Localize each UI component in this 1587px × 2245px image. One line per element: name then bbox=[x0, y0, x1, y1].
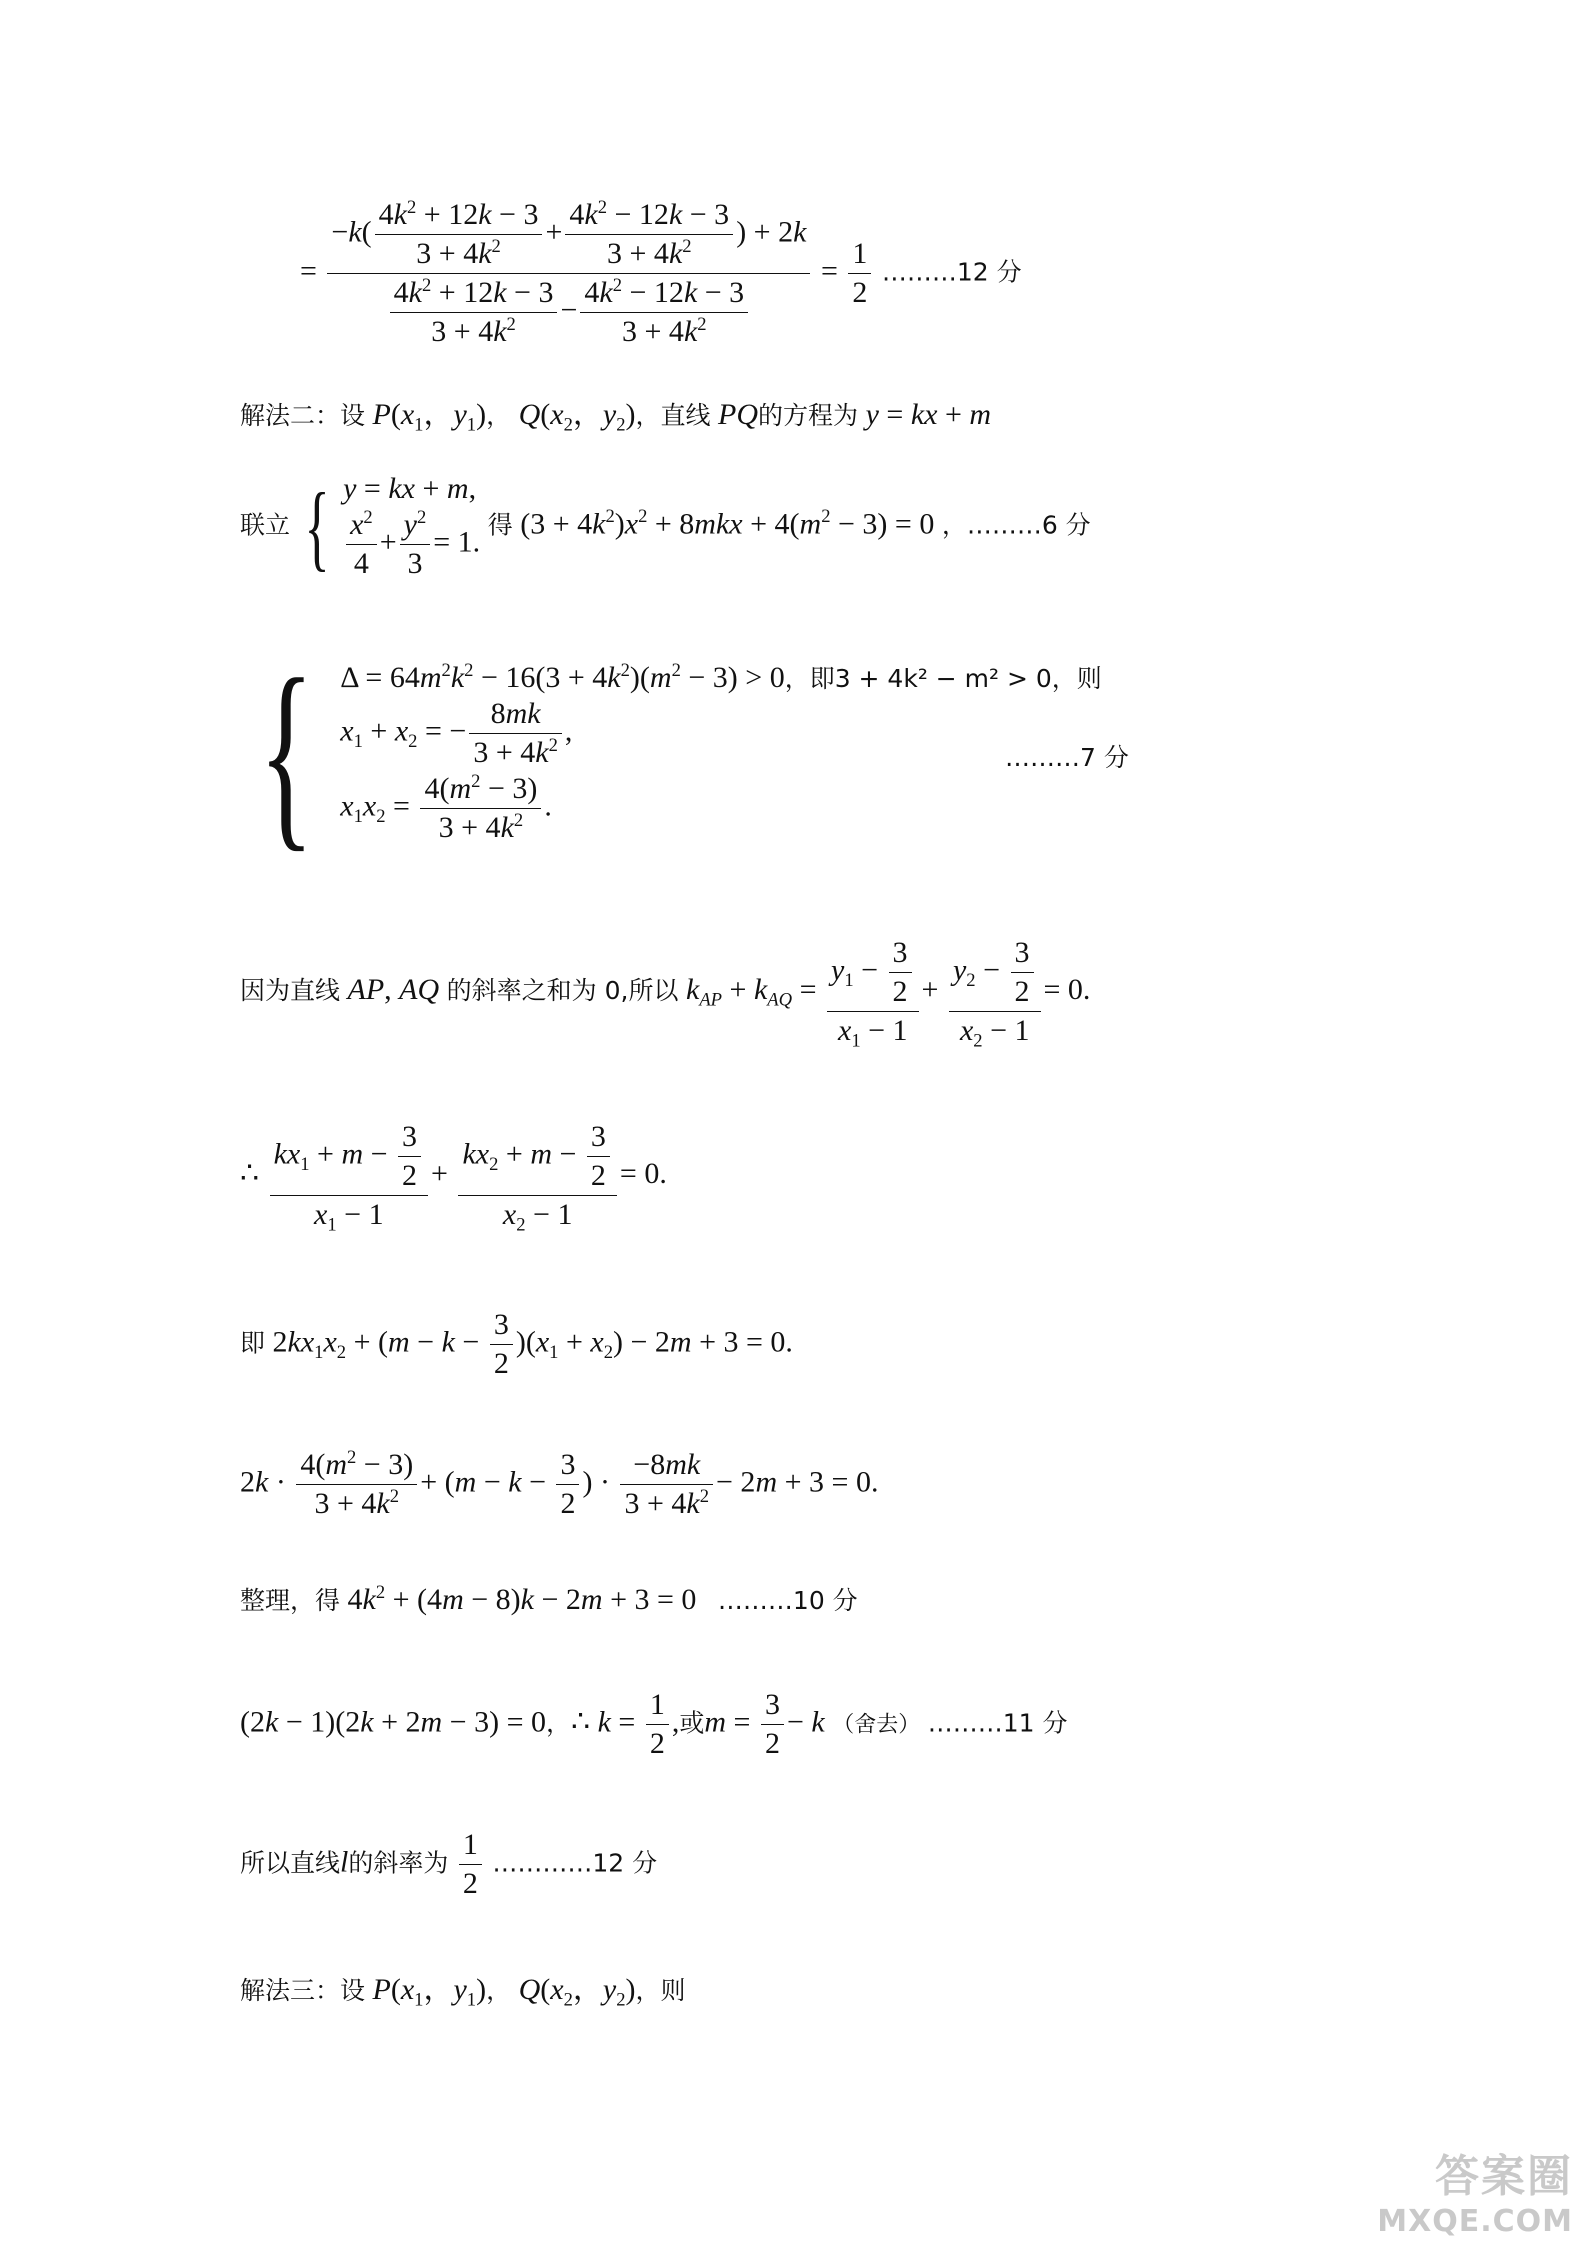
method3-setup: 解法三：设 $P(x_1$，$y_1$)， $Q(x_2$，$y_2$)，则 bbox=[240, 1973, 686, 2011]
simplified-equation: 即 $2kx_1x_2 + (m - k$ − $\frac{3}{2}$ )$(x_1 + x_2) - 2m + 3 = 0$. bbox=[240, 1308, 793, 1380]
score-marker-12b: …………12 分 bbox=[492, 1848, 658, 1878]
factored-equation: (2k − 1)(2k + 2m − 3) = 0，∴ k = $\frac{1}{2}$ ,或m = $\frac{3}{2}$ − k （舍去） ………11 分 bbox=[240, 1688, 1068, 1760]
score-marker-6: ，………6 分 bbox=[941, 510, 1091, 540]
vieta-system: { $\Delta = 64m^2k^2 - 16(3 + 4k^2)(m^2 - 3) > 0$，即3 + 4k² − m² > 0，则 $x_1 + x_2$ = − $\frac{8mk}{3 + 4k^2}$ , $x_1x_2$ = $\frac{4(m^2 - 3)}{3 + 4k^2}$ . bbox=[258, 637, 1102, 869]
slope-sum-equation: 因为直线 AP, AQ 的斜率之和为 0,所以 $k_{AP} + k_{AQ}$ = $y_1$ − $\frac{3}{2}$ $x_1 - 1$ + $y_2$ − $\frac{3}{2}$ $x_2 - 1$ = 0. bbox=[240, 936, 1091, 1052]
score-marker-12: ………12 分 bbox=[881, 257, 1022, 287]
therefore-equation: ∴ $kx_1 + m$ − $\frac{3}{2}$ $x_1 - 1$ + $kx_2 + m$ − $\frac{3}{2}$ $x_2 - 1$ = 0. bbox=[240, 1120, 667, 1236]
score-marker-7: ………7 分 bbox=[1005, 743, 1129, 772]
score-marker-10: ………10 分 bbox=[717, 1586, 858, 1615]
method2-setup: 解法二：设 $P(x_1$，$y_1$)， $Q(x_2$，$y_2$)，直线 PQ的方程为 y = kx + m bbox=[240, 398, 992, 436]
system-of-equations: 联立 { y = kx + m, $\frac{x^2}{4}$ + $\frac{y^2}{3}$ = 1. 得 $(3 + 4k^2)x^2 + 8mkx + 4(m^2 - 3) = 0$ ，………6 分 bbox=[240, 472, 1091, 580]
substitution-equation: 2k · $\frac{4(m^2 - 3)}{3 + 4k^2}$ + (m − k − $\frac{3}{2}$ ) · $\frac{-8mk}{3 + 4k^2}$ − 2m + 3 = 0. bbox=[240, 1446, 879, 1520]
rearranged-equation: 整理，得 $4k^2 + (4m - 8)k - 2m + 3 = 0$ ………10 分 bbox=[240, 1581, 858, 1616]
score-marker-11: ………11 分 bbox=[927, 1708, 1068, 1738]
eq-block-fraction-result: = −k( $\frac{4k^2 + 12k - 3}{3 + 4k^2}$ + $\frac{4k^2 - 12k - 3}{3 + 4k^2}$ ) + 2k $\frac{4k^2 + 12k - 3}{3 + 4k^2}$ − $\frac{4k^2 - 12k - 3}{3 + 4k^2}$ = $\frac{1}{2}$ ………12 分 bbox=[300, 196, 1022, 348]
watermark-logo: 答案圈 MXQE.COM bbox=[1377, 2151, 1573, 2239]
conclusion: 所以直线l的斜率为 $\frac{1}{2}$ …………12 分 bbox=[240, 1828, 658, 1900]
